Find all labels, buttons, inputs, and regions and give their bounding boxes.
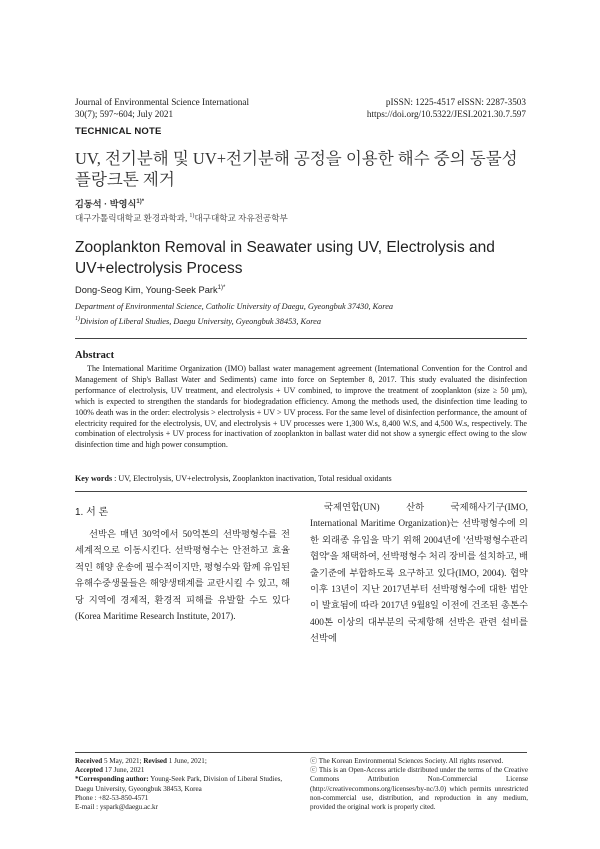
intro-paragraph-left: 선박은 매년 30억에서 50억톤의 선박평형수를 전 세계적으로 이동시킨다. 선박평형수는 안전하고 효율적인 해양 운송에 필수적이지만, 평형수와 함께 유입된 유해수중생물들은 해양생태계를 교란시킬 수 있고, 해당 지역에 경제적, 환경적 피해를 유발할 수도 있다(Korea Maritime Research Institute, 2017). xyxy=(75,530,290,623)
journal-volume: 30(7); 597~604; July 2021 xyxy=(75,109,174,119)
affiliation-korean xyxy=(75,212,288,224)
journal-header-left xyxy=(75,96,249,120)
abstract-bottom-rule xyxy=(75,491,527,492)
journal-header-right xyxy=(367,96,526,120)
authors-english-names: Dong-Seog Kim, Young-Seek Park xyxy=(75,285,218,296)
footer-left xyxy=(75,757,290,812)
corresponding-phone: Phone : +82-53-850-4571 xyxy=(75,793,149,802)
affiliation-korean-2: 대구대학교 자유전공학부 xyxy=(194,213,288,223)
affiliation-korean-sup: 1) xyxy=(189,213,195,220)
section-heading-introduction: 1. 서 론 xyxy=(75,507,109,518)
journal-doi[interactable]: https://doi.org/10.5322/JESI.2021.30.7.597 xyxy=(366,109,526,119)
abstract-text: The International Maritime Organization (IMO) ballast water management agreement (International Convention for the Control and Management of Ship's Ballast Water and Sediments) came into force on September 8, 2017. This study evaluated the disinfection performance of electrolysis, UV treatment, and electrolysis + UV combined, to improve the treatment of zooplankton (size ≥ 50 μm), which is expected to strengthen the standards for biodegradation efficiency. Among the methods used, the disinfection time leading to 100% death was in the order: electrolysis > electrolysis + UV > UV process. For the same level of disinfection performance, the amount of electricity required for the electrolysis, UV, and electrolysis + UV processes were 1,300 W.s, 8,400 W.S, and 4,500 W.s, respectively. The combination of electrolysis + UV process for inactivation of zooplankton in ballast water did not show a synergic effect owing to the slow disinfection time and high power consumption. xyxy=(75,364,527,450)
title-korean: UV, 전기분해 및 UV+전기분해 공정을 이용한 해수 중의 동물성 플랑크톤 제거 xyxy=(75,149,518,189)
corresponding-author xyxy=(75,775,290,793)
copyright-notice: ⓒ The Korean Environmental Sciences Society. All rights reserved. xyxy=(310,757,504,765)
affiliation-english-2-sup: 1) xyxy=(75,316,80,322)
title-english: Zooplankton Removal in Seawater using UV, Electrolysis and UV+electrolysis Process xyxy=(75,239,495,277)
footer-right xyxy=(310,757,528,812)
affiliation-english-2-line xyxy=(75,313,393,328)
journal-name: Journal of Environmental Science International xyxy=(75,97,249,107)
accepted-label: Accepted xyxy=(75,766,103,775)
affiliation-english xyxy=(75,301,393,328)
keywords-text: : UV, Electrolysis, UV+electrolysis, Zooplankton inactivation, Total residual oxidants xyxy=(114,474,392,483)
journal-issn: pISSN: 1225-4517 eISSN: 2287-3503 xyxy=(385,97,526,107)
received-date: 5 May, 2021; xyxy=(103,757,142,765)
intro-paragraph-right: 국제연합(UN) 산하 국제해사기구(IMO, International Maritime Organization)는 선박평형수에 의한 외래종 유입을 막기 위해 2004년에 '선박평형수관리협약'을 채택하여, 선박평형수 처리 장비를 설치하고, 배출기준에 부합하도록 요구하고 있다(IMO, 2004). 협약이후 13년이 지난 2017년부터 선박평형수에 대한 법안이 발효됨에 따라 2017년 9월8일 이전에 건조된 총톤수 400톤 이상의 대부분의 국제항해 선박은 관련 설비를 선박에 xyxy=(310,503,528,645)
corresponding-author-label: *Corresponding author: xyxy=(75,775,149,784)
authors-english xyxy=(75,285,225,295)
keywords xyxy=(75,474,527,483)
authors-korean-names: 김동석 · 박영식 xyxy=(75,199,137,209)
corresponding-email[interactable]: E-mail : yspark@daegu.ac.kr xyxy=(75,803,158,812)
affiliation-korean-1: 대구가톨릭대학교 환경과학과, xyxy=(75,213,188,223)
footer-rule xyxy=(75,752,527,753)
authors-korean-sup: 1)* xyxy=(136,198,145,205)
affiliation-english-1: Department of Environmental Science, Catholic University of Daegu, Gyeongbuk 37430, Korea xyxy=(75,302,394,311)
affiliation-english-2: Division of Liberal Studies, Daegu University, Gyeongbuk 38453, Korea xyxy=(80,316,321,326)
revised-date: 1 June, 2021; xyxy=(168,757,207,765)
footer-dates-1 xyxy=(75,757,290,766)
corresponding-author-text: Young-Seek Park, Division of Liberal Studies, Daegu University, Gyeongbuk 38453, Korea xyxy=(75,775,283,793)
keywords-label: Key words xyxy=(75,474,113,483)
revised-label: Revised xyxy=(143,757,167,765)
abstract-top-rule xyxy=(75,338,527,339)
article-type: TECHNICAL NOTE xyxy=(75,126,162,137)
accepted-date: 17 June, 2021 xyxy=(104,766,145,775)
received-label: Received xyxy=(75,757,103,765)
license-notice: ⓒ This is an Open-Access article distributed under the terms of the Creative Commons Attribution Non-Commercial License (http://creativecommons.org/licenses/by-nc/3.0) which permits unrestricted non-commercial use, distribution, and reproduction in any medium, provided the original work is properly cited. xyxy=(310,766,528,812)
authors-english-sup: 1)* xyxy=(217,285,226,291)
authors-korean xyxy=(75,196,144,210)
abstract-heading: Abstract xyxy=(75,350,115,361)
footer-dates-2 xyxy=(75,766,290,775)
